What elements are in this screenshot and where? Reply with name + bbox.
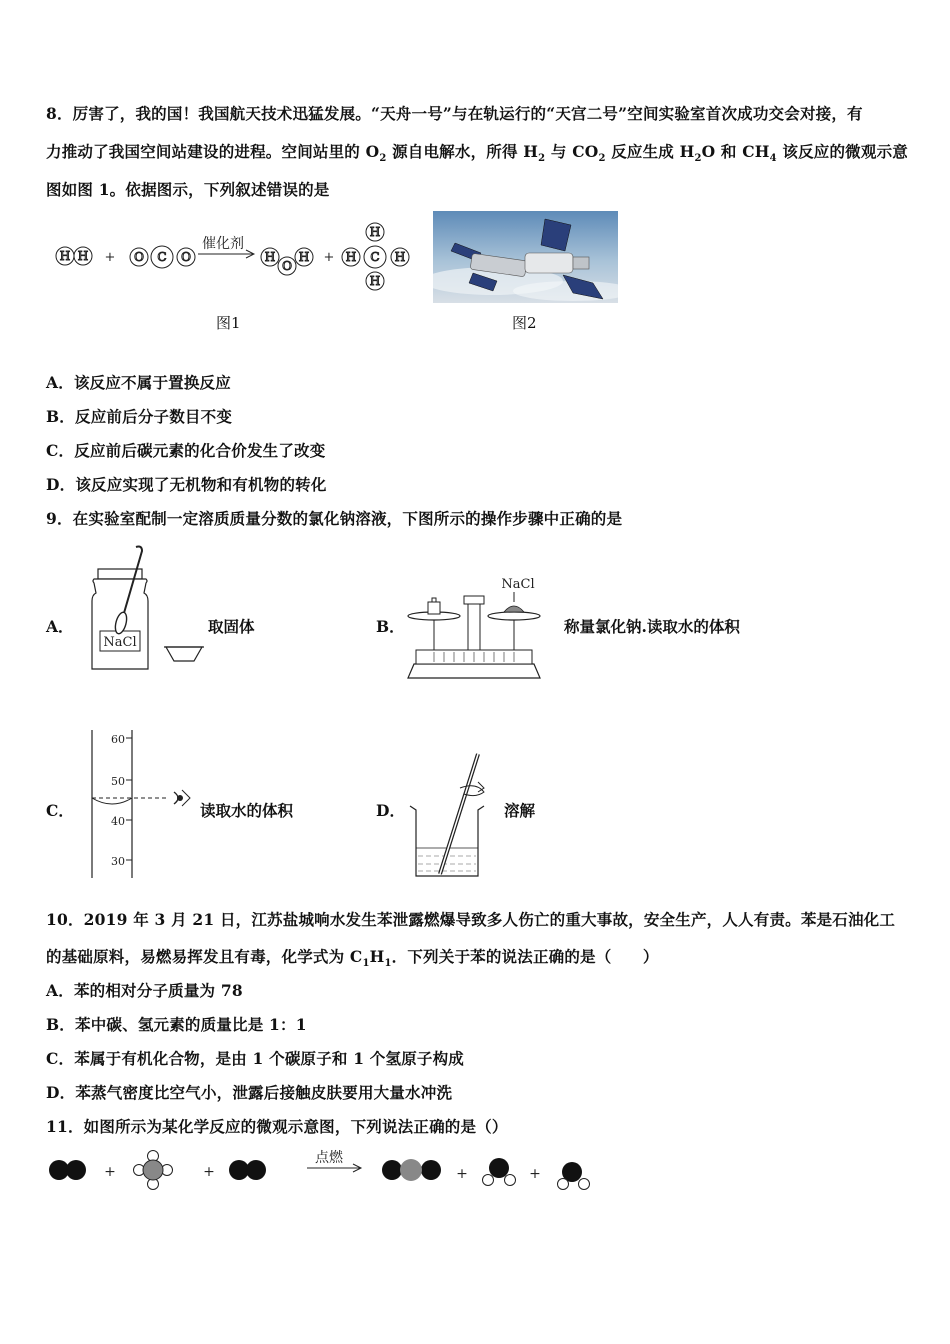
q9-option-d-beaker-figure	[404, 752, 494, 880]
q11-reaction-diagram	[44, 1144, 604, 1196]
q8-option-d: D．该反应实现了无机物和有机物的转化	[46, 475, 327, 494]
svg-text:H: H	[298, 250, 310, 264]
q10-option-c: C．苯属于有机化合物，是由 1 个碳原子和 1 个氢原子构成	[46, 1049, 465, 1068]
q10-option-d: D．苯蒸气密度比空气小，泄露后接触皮肤要用大量水冲洗	[46, 1083, 453, 1102]
q10-option-a: A．苯的相对分子质量为 78	[46, 981, 243, 1000]
q8-space-station-image	[433, 211, 618, 303]
svg-text:点燃: 点燃	[315, 1150, 343, 1166]
q11-stem: 11．如图所示为某化学反应的微观示意图，下列说法正确的是（）	[46, 1117, 508, 1136]
q9-option-b-balance-figure	[404, 572, 544, 680]
q9-option-b-letter: B．	[376, 617, 405, 636]
svg-text:NaCl: NaCl	[103, 635, 137, 650]
svg-text:60: 60	[111, 733, 125, 746]
svg-text:H: H	[59, 249, 71, 263]
q9-option-d-text: 溶解	[504, 801, 536, 820]
svg-text:C: C	[157, 250, 167, 264]
q9-option-a-letter: A．	[46, 617, 74, 636]
svg-text:H: H	[369, 274, 381, 288]
q9-option-d-letter: D．	[376, 801, 405, 820]
svg-text:+: +	[529, 1166, 541, 1182]
svg-text:O: O	[134, 250, 144, 264]
q9-option-b-text: 称量氯化钠.读取水的体积	[564, 617, 740, 636]
q8-option-c: C．反应前后碳元素的化合价发生了改变	[46, 441, 326, 460]
q9-option-c-cylinder-figure	[86, 728, 196, 880]
q8-reaction-diagram	[50, 218, 420, 293]
svg-text:H: H	[77, 249, 89, 263]
q8-option-a: A．该反应不属于置换反应	[46, 373, 231, 392]
q9-option-c-text: 读取水的体积	[200, 801, 294, 820]
q9-stem: 9．在实验室配制一定溶质质量分数的氯化钠溶液，下图所示的操作步骤中正确的是	[46, 509, 623, 528]
svg-text:O: O	[282, 259, 292, 273]
svg-text:O: O	[181, 250, 191, 264]
q8-figure2-caption: 图2	[512, 314, 537, 332]
q8-stem-line2: 力推动了我国空间站建设的进程。空间站里的 $O_2$ 源自电解水，所得 $H_2$ 与 $CO_2$ 反应生成 $H_2O$ 和 $CH_4$ 该反应的微观示意	[46, 142, 908, 165]
svg-text:H: H	[369, 225, 381, 239]
q10-stem-line1: 10．2019 年 3 月 21 日，江苏盐城响水发生苯泄露燃爆导致多人伤亡的重大事故，安全生产，人人有责。苯是石油化工	[46, 910, 896, 929]
q8-stem-line1: 8．厉害了，我的国！我国航天技术迅猛发展。“天舟一号”与在轨运行的“天宫二号”空间实验室首次成功交会对接，有	[46, 104, 863, 123]
q9-option-c-letter: C．	[46, 801, 74, 820]
q10-stem-line2: 的基础原料，易燃易挥发且有毒，化学式为 $C_1H_1$．下列关于苯的说法正确的是（ ）	[46, 947, 659, 970]
svg-text:H: H	[264, 250, 276, 264]
svg-text:C: C	[370, 250, 380, 264]
svg-text:+: +	[323, 250, 335, 265]
svg-text:+: +	[456, 1166, 468, 1182]
q8-figure1-caption: 图1	[216, 314, 241, 332]
q8-stem-line3: 图如图 1。依据图示，下列叙述错误的是	[46, 180, 330, 199]
svg-text:40: 40	[111, 815, 125, 828]
q9-option-a-text: 取固体	[208, 617, 255, 636]
q9-option-a-bottle-figure	[88, 543, 208, 673]
svg-text:催化剂: 催化剂	[202, 236, 244, 252]
svg-text:H: H	[345, 250, 357, 264]
svg-text:NaCl: NaCl	[501, 577, 535, 592]
svg-text:30: 30	[111, 855, 125, 868]
q8-option-b: B．反应前后分子数目不变	[46, 407, 233, 426]
q10-option-b: B．苯中碳、氢元素的质量比是 1：1	[46, 1015, 307, 1034]
svg-text:+: +	[104, 250, 116, 265]
svg-text:H: H	[394, 250, 406, 264]
svg-text:50: 50	[111, 775, 125, 788]
svg-text:+: +	[104, 1164, 116, 1180]
svg-text:+: +	[203, 1164, 215, 1180]
